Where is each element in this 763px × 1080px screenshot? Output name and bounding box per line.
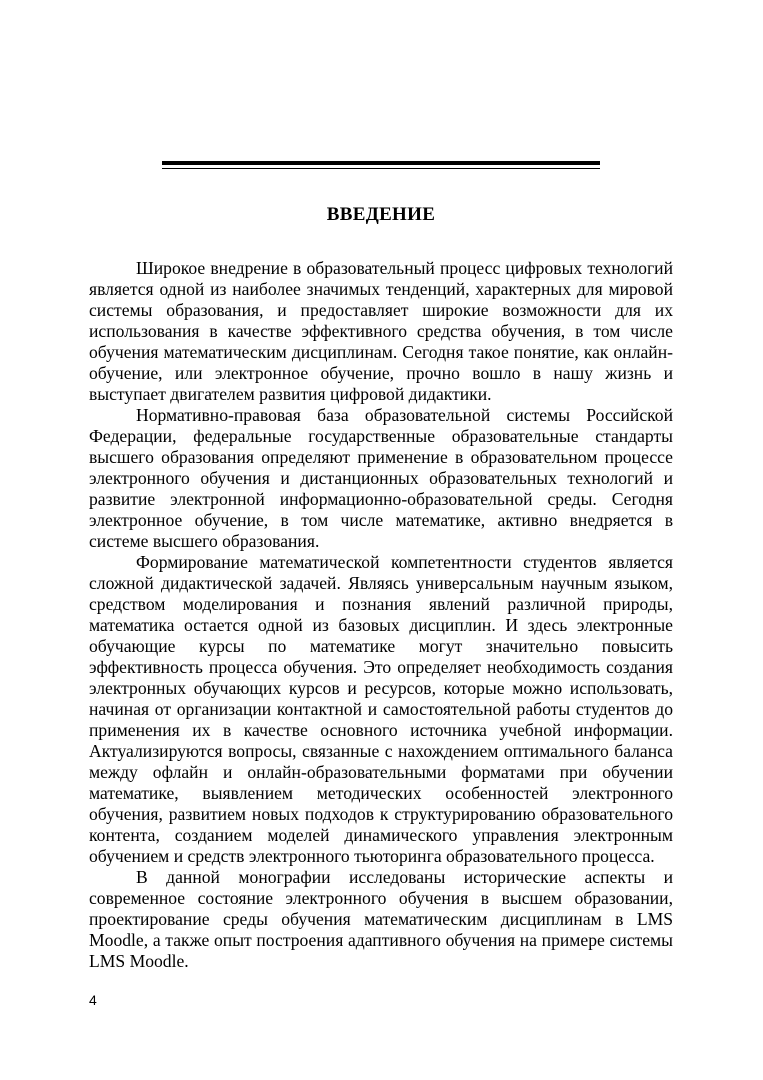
paragraph-2: Нормативно-правовая база образовательной системы Российской Федерации, федеральные государственные образовательные стандарты высшего образования определяют применение в образовательном процессе электронного обучения и дистанционных образовательных технологий и развитие электронной информационно-образовательной среды. Сегодня электронное обучение, в том числе математике, активно внедряется в системе высшего образования. [89,405,673,551]
page-title: ВВЕДЕНИЕ [326,203,436,225]
page-number: 4 [89,992,97,1008]
paragraph-4: В данной монографии исследованы исторические аспекты и современное состояние электронного обучения в высшем образовании, проектирование среды обучения математическим дисциплинам в LMS Moodle, а также опыт построения адаптивного обучения на примере системы LMS Moodle. [89,867,673,971]
paragraph-1: Широкое внедрение в образовательный процесс цифровых технологий является одной из наиболее значимых тенденций, характерных для мировой системы образования, и предоставляет широкие возможности для их использования в качестве эффективного средства обучения, в том числе обучения математическим дисциплинам. Сегодня такое понятие, как онлайн-обучение, или электронное обучение, прочно вошло в нашу жизнь и выступает двигателем развития цифровой дидактики. [89,258,673,404]
paragraph-3: Формирование математической компетентности студентов является сложной дидактической задачей. Являясь универсальным научным языком, средством моделирования и познания явлений различной природы, математика остается одной из базовых дисциплин. И здесь электронные обучающие курсы по математике могут значительно повысить эффективность процесса обучения. Это определяет необходимость создания электронных обучающих курсов и ресурсов, которые можно использовать, начиная от организации контактной и самостоятельной работы студентов до применения их в качестве основного источника учебной информации. Актуализируются вопросы, связанные с нахождением оптимального баланса между офлайн и онлайн-образовательными форматами при обучении математике, выявлением методических особенностей электронного обучения, развитием новых подходов к структурированию образовательного контента, созданием моделей динамического управления электронным обучением и средств электронного тьюторинга образовательного процесса. [89,552,673,866]
body-text [89,258,673,972]
title-rule-thin [162,168,600,169]
title-rule-thick [162,161,600,165]
